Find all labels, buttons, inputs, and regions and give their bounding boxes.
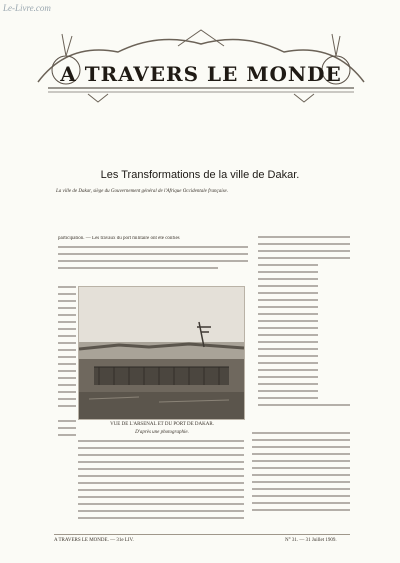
left-column-first-line: participation. — Les travaux du port militaire ont été confiés [58, 236, 180, 241]
left-lower-column [78, 440, 248, 524]
watermark: Le-Livre.com [3, 3, 51, 13]
left-narrow-column-2 [58, 420, 76, 441]
footer-publication: A TRAVERS LE MONDE. — 31e LIV. [54, 538, 134, 543]
right-lower-column [252, 432, 350, 516]
harbor-photograph [78, 286, 245, 420]
article-title: Les Transformations de la ville de Dakar. [100, 169, 300, 181]
harbor-photo-image [79, 287, 244, 419]
left-narrow-column [58, 286, 76, 412]
masthead-banner [28, 22, 374, 104]
article-intro: La ville de Dakar, siège du Gouvernement général de l'Afrique Occidentale française. [56, 189, 228, 194]
right-column-text [258, 236, 350, 411]
photo-credit: D'après une photographie. [135, 430, 189, 435]
photo-caption: VUE DE L'ARSENAL ET DU PORT DE DAKAR. [110, 422, 214, 427]
footer-rule [54, 534, 350, 535]
footer-issue: N° 31. — 31 Juillet 1909. [285, 538, 337, 543]
left-column-text [58, 246, 200, 274]
masthead-title: A TRAVERS LE MONDE [60, 62, 342, 86]
